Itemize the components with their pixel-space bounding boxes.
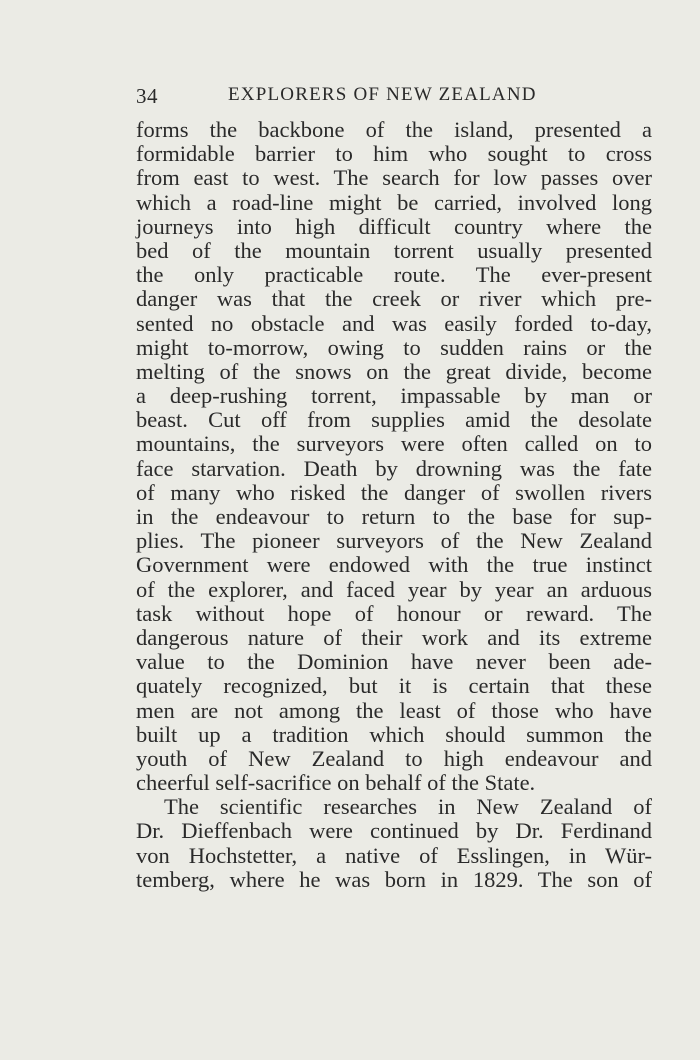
- text-line: melting of the snows on the great divide, become: [136, 358, 652, 384]
- text-line: journeys into high difficult country where the: [136, 213, 652, 239]
- text-line: forms the backbone of the island, presented a: [136, 117, 652, 142]
- text-line: the only practicable route. The ever-present: [136, 262, 652, 288]
- text-line: of the explorer, and faced year by year an arduous: [136, 576, 652, 602]
- body-text: [136, 118, 652, 892]
- paragraph-1: [136, 118, 652, 795]
- text-line: temberg, where he was born in 1829. The son of: [136, 866, 652, 892]
- text-line: quately recognized, but it is certain that these: [136, 673, 652, 699]
- text-line: of many who risked the danger of swollen rivers: [136, 479, 652, 505]
- text-line: youth of New Zealand to high endeavour and: [136, 745, 652, 771]
- text-line: von Hochstetter, a native of Esslingen, in Wür-: [136, 842, 652, 868]
- text-line: beast. Cut off from supplies amid the desolate: [136, 407, 652, 433]
- text-line: task without hope of honour or reward. The: [136, 600, 652, 626]
- text-line: which a road-line might be carried, involved long: [136, 189, 652, 215]
- text-line: mountains, the surveyors were often called on to: [136, 431, 652, 457]
- text-line: The scientific researches in New Zealand of: [164, 794, 652, 820]
- text-line: danger was that the creek or river which pre-: [136, 286, 652, 312]
- text-line: Government were endowed with the true instinct: [136, 552, 652, 578]
- paragraph-2: [136, 795, 652, 892]
- text-line: a deep-rushing torrent, impassable by man or: [136, 383, 652, 409]
- text-line: sented no obstacle and was easily forded to-day,: [136, 310, 652, 336]
- text-line: bed of the mountain torrent usually presented: [136, 237, 652, 263]
- text-line: dangerous nature of their work and its extreme: [136, 624, 652, 650]
- text-line: face starvation. Death by drowning was the fate: [136, 455, 652, 481]
- text-line: men are not among the least of those who have: [136, 697, 652, 723]
- text-line: might to-morrow, owing to sudden rains or the: [136, 334, 652, 360]
- text-line: built up a tradition which should summon the: [136, 721, 652, 747]
- text-line: plies. The pioneer surveyors of the New Zealand: [136, 528, 652, 554]
- text-line: in the endeavour to return to the base for sup-: [136, 504, 652, 529]
- page-header: [136, 80, 652, 110]
- page-number: 34: [136, 84, 158, 108]
- running-head: EXPLORERS OF NEW ZEALAND: [228, 84, 537, 105]
- text-line: cheerful self-sacrifice on behalf of the State.: [136, 770, 536, 796]
- text-line: formidable barrier to him who sought to cross: [136, 141, 652, 167]
- text-line: Dr. Dieffenbach were continued by Dr. Ferdinand: [136, 818, 652, 844]
- text-line: from east to west. The search for low passes over: [136, 165, 652, 191]
- text-line: value to the Dominion have never been ade-: [136, 649, 652, 675]
